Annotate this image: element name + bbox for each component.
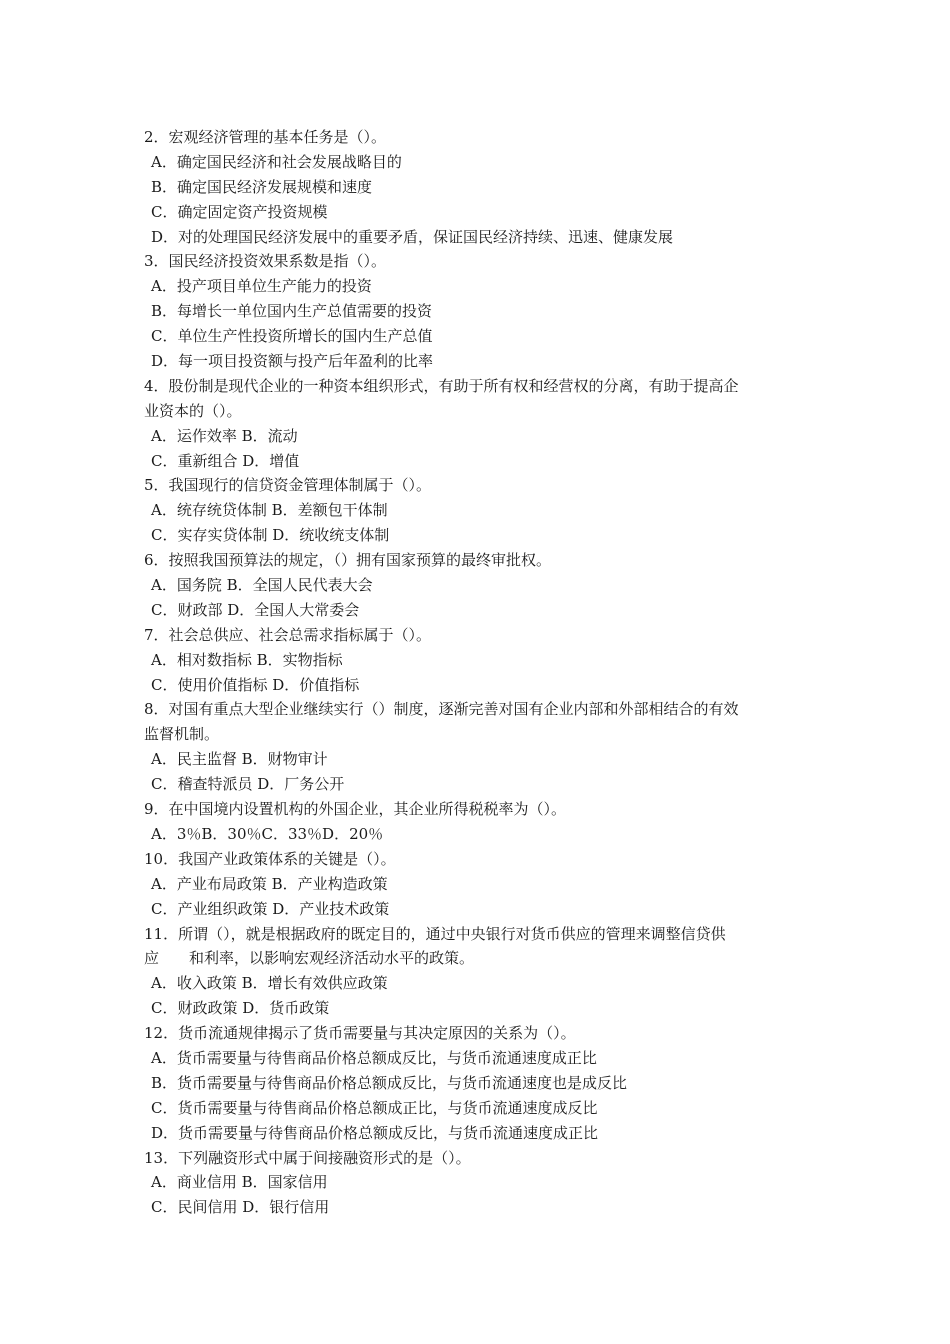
answer-option-line: C．货币需要量与待售商品价格总额成正比，与货币流通速度成反比	[151, 1098, 598, 1117]
question-text-line: 6．按照我国预算法的规定，（）拥有国家预算的最终审批权。	[144, 551, 552, 570]
answer-option-line: C．财政部 D．全国人大常委会	[151, 600, 360, 619]
question-text-line: 2．宏观经济管理的基本任务是（）。	[144, 128, 387, 146]
answer-option-line: A．产业布局政策 B．产业构造政策	[151, 874, 388, 893]
answer-option-line: C．产业组织政策 D．产业技术政策	[151, 899, 390, 918]
answer-option-line: C．单位生产性投资所增长的国内生产总值	[151, 327, 433, 346]
answer-option-line: A．确定国民经济和社会发展战略目的	[151, 152, 402, 171]
question-text-line: 业资本的（）。	[144, 401, 242, 420]
answer-option-line: A．国务院 B．全国人民代表大会	[151, 576, 373, 595]
question-text-line: 8．对国有重点大型企业继续实行（）制度，逐渐完善对国有企业内部和外部相结合的有效	[144, 700, 739, 719]
answer-option-line: B．确定国民经济发展规模和速度	[151, 177, 373, 196]
answer-option-line: D．对的处理国民经济发展中的重要矛盾，保证国民经济持续、迅速、健康发展	[151, 227, 674, 246]
answer-option-line: A．3％B．30％C．33％D．20％	[151, 824, 384, 843]
answer-option-line: A．商业信用 B．国家信用	[151, 1173, 328, 1192]
question-text-line: 监督机制。	[144, 725, 220, 744]
answer-option-line: B．货币需要量与待售商品价格总额成反比，与货币流通速度也是成反比	[151, 1073, 628, 1092]
answer-option-line: D．每一项目投资额与投产后年盈利的比率	[151, 352, 434, 371]
answer-option-line: C．实存实贷体制 D．统收统支体制	[151, 526, 390, 545]
answer-option-line: C．确定固定资产投资规模	[151, 202, 328, 221]
answer-option-line: A．民主监督 B．财物审计	[151, 750, 328, 769]
question-text-line: 应 和利率，以影响宏观经济活动水平的政策。	[144, 949, 475, 968]
question-list	[144, 125, 810, 1220]
question-text-line: 5．我国现行的信贷资金管理体制属于（）。	[144, 476, 432, 495]
answer-option-line: C．稽查特派员 D．厂务公开	[151, 775, 345, 794]
question-text-line: 9．在中国境内设置机构的外国企业，其企业所得税税率为（）。	[144, 800, 567, 819]
answer-option-line: A．货币需要量与待售商品价格总额成反比，与货币流通速度成正比	[151, 1048, 597, 1067]
question-text-line: 3．国民经济投资效果系数是指（）。	[144, 252, 387, 271]
question-text-line: 13．下列融资形式中属于间接融资形式的是（）。	[144, 1148, 471, 1167]
answer-option-line: A．收入政策 B．增长有效供应政策	[151, 974, 388, 993]
answer-option-line: B．每增长一单位国内生产总值需要的投资	[151, 302, 433, 321]
question-text-line: 11．所谓（），就是根据政府的既定目的，通过中央银行对货币供应的管理来调整信贷供	[144, 924, 726, 943]
answer-option-line: A．统存统贷体制 B．差额包干体制	[151, 501, 388, 520]
answer-option-line: A．运作效率 B．流动	[151, 426, 298, 445]
question-text-line: 10．我国产业政策体系的关键是（）。	[144, 849, 396, 868]
answer-option-line: C．重新组合 D．增值	[151, 451, 300, 470]
answer-option-line: D．货币需要量与待售商品价格总额成反比，与货币流通速度成正比	[151, 1123, 599, 1142]
question-text-line: 12．货币流通规律揭示了货币需要量与其决定原因的关系为（）。	[144, 1024, 576, 1043]
question-text-line: 4．股份制是现代企业的一种资本组织形式，有助于所有权和经营权的分离，有助于提高企	[144, 376, 739, 395]
answer-option-line: A．相对数指标 B．实物指标	[151, 650, 343, 669]
question-text-line: 7．社会总供应、社会总需求指标属于（）。	[144, 625, 432, 644]
answer-option-line: C．财政政策 D．货币政策	[151, 999, 330, 1018]
answer-option-line: C．民间信用 D．银行信用	[151, 1198, 330, 1217]
answer-option-line: C．使用价值指标 D．价值指标	[151, 675, 360, 694]
answer-option-line: A．投产项目单位生产能力的投资	[151, 277, 372, 296]
